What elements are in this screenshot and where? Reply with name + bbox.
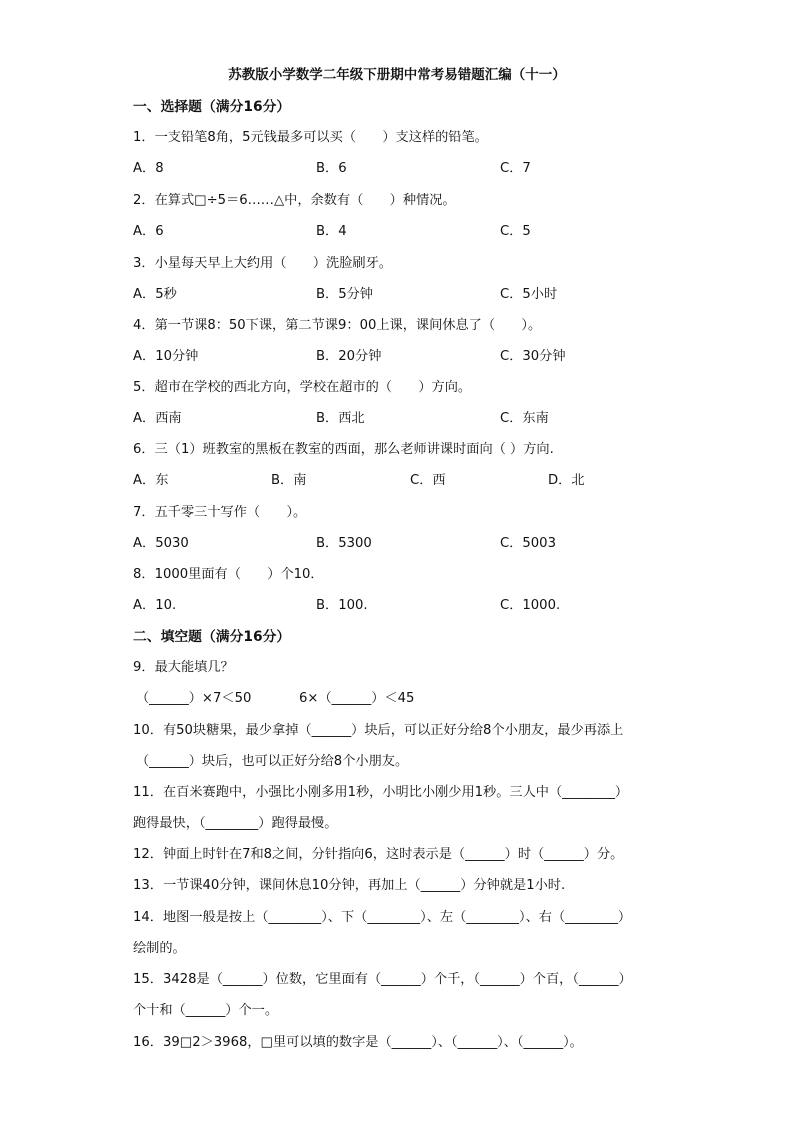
question-12[interactable]: 12．钟面上时针在7和8之间，分针指向6，这时表示是（______）时（______）分。 bbox=[133, 847, 624, 862]
section-heading-choice: 一、选择题（满分16分） bbox=[133, 99, 291, 115]
q5-option-a[interactable]: A．西南 bbox=[133, 411, 182, 426]
question-4: 4．第一节课8：50下课，第二节课9：00上课，课间休息了（ ）。 bbox=[133, 318, 542, 333]
q3-option-c[interactable]: C．5小时 bbox=[500, 287, 558, 302]
q6-option-d[interactable]: D．北 bbox=[548, 473, 585, 488]
question-2: 2．在算式□÷5＝6……△中，余数有（ ）种情况。 bbox=[133, 193, 456, 208]
question-6: 6．三（1）班教室的黑板在教室的西面，那么老师讲课时面向（ ）方向. bbox=[133, 442, 554, 457]
question-11-cont[interactable]: 跑得最快，（________）跑得最慢。 bbox=[133, 816, 338, 831]
question-8: 8．1000里面有（ ）个10． bbox=[133, 567, 324, 582]
q8-option-a[interactable]: A．10. bbox=[133, 598, 177, 613]
question-15-cont[interactable]: 个十和（______）个一。 bbox=[133, 1003, 279, 1018]
question-14[interactable]: 14．地图一般是按上（________）、下（________）、左（________）、右（________） bbox=[133, 910, 632, 925]
q8-option-b[interactable]: B．100. bbox=[316, 598, 368, 613]
q5-option-c[interactable]: C．东南 bbox=[500, 411, 549, 426]
question-1: 1．一支铅笔8角，5元钱最多可以买（ ）支这样的铅笔。 bbox=[133, 130, 488, 145]
q9-blank-a[interactable]: （______）×7＜50 bbox=[136, 691, 252, 706]
question-16[interactable]: 16．39□2＞3968，□里可以填的数字是（______）、（______）、（______）。 bbox=[133, 1035, 583, 1050]
q8-option-c[interactable]: C．1000. bbox=[500, 598, 561, 613]
q5-option-b[interactable]: B．西北 bbox=[316, 411, 365, 426]
q4-option-a[interactable]: A．10分钟 bbox=[133, 349, 199, 364]
q3-option-a[interactable]: A．5秒 bbox=[133, 287, 177, 302]
q2-option-c[interactable]: C．5 bbox=[500, 224, 531, 239]
q1-option-b[interactable]: B．6 bbox=[316, 161, 347, 176]
q3-option-b[interactable]: B．5分钟 bbox=[316, 287, 373, 302]
q7-option-b[interactable]: B．5300 bbox=[316, 536, 372, 551]
q7-option-c[interactable]: C．5003 bbox=[500, 536, 556, 551]
q7-option-a[interactable]: A．5030 bbox=[133, 536, 189, 551]
q2-option-b[interactable]: B．4 bbox=[316, 224, 347, 239]
question-7: 7．五千零三十写作（ ）。 bbox=[133, 505, 307, 520]
section-heading-fill: 二、填空题（满分16分） bbox=[133, 629, 291, 645]
q6-option-c[interactable]: C．西 bbox=[410, 473, 446, 488]
question-3: 3．小星每天早上大约用（ ）洗脸刷牙。 bbox=[133, 256, 392, 271]
question-13[interactable]: 13．一节课40分钟，课间休息10分钟，再加上（______）分钟就是1小时. bbox=[133, 878, 566, 893]
q6-option-a[interactable]: A．东 bbox=[133, 473, 169, 488]
q6-option-b[interactable]: B．南 bbox=[271, 473, 307, 488]
question-14-cont: 绘制的。 bbox=[133, 941, 186, 956]
q1-option-c[interactable]: C．7 bbox=[500, 161, 531, 176]
question-11[interactable]: 11．在百米赛跑中，小强比小刚多用1秒，小明比小刚少用1秒。三人中（________） bbox=[133, 785, 629, 800]
q1-option-a[interactable]: A．8 bbox=[133, 161, 164, 176]
question-9: 9．最大能填几？ bbox=[133, 660, 234, 675]
page-title: 苏教版小学数学二年级下册期中常考易错题汇编（十一） bbox=[228, 67, 566, 83]
q4-option-c[interactable]: C．30分钟 bbox=[500, 349, 566, 364]
q2-option-a[interactable]: A．6 bbox=[133, 224, 164, 239]
q4-option-b[interactable]: B．20分钟 bbox=[316, 349, 382, 364]
question-5: 5．超市在学校的西北方向，学校在超市的（ ）方向。 bbox=[133, 380, 472, 395]
q9-blank-b[interactable]: 6×（______）＜45 bbox=[299, 691, 415, 706]
question-10[interactable]: 10．有50块糖果，最少拿掉（______）块后，可以正好分给8个小朋友，最少再添上 bbox=[133, 723, 624, 738]
question-10-cont[interactable]: （______）块后，也可以正好分给8个小朋友。 bbox=[136, 754, 409, 769]
question-15[interactable]: 15．3428是（______）位数，它里面有（______）个千，（______）个百，（______） bbox=[133, 972, 632, 987]
